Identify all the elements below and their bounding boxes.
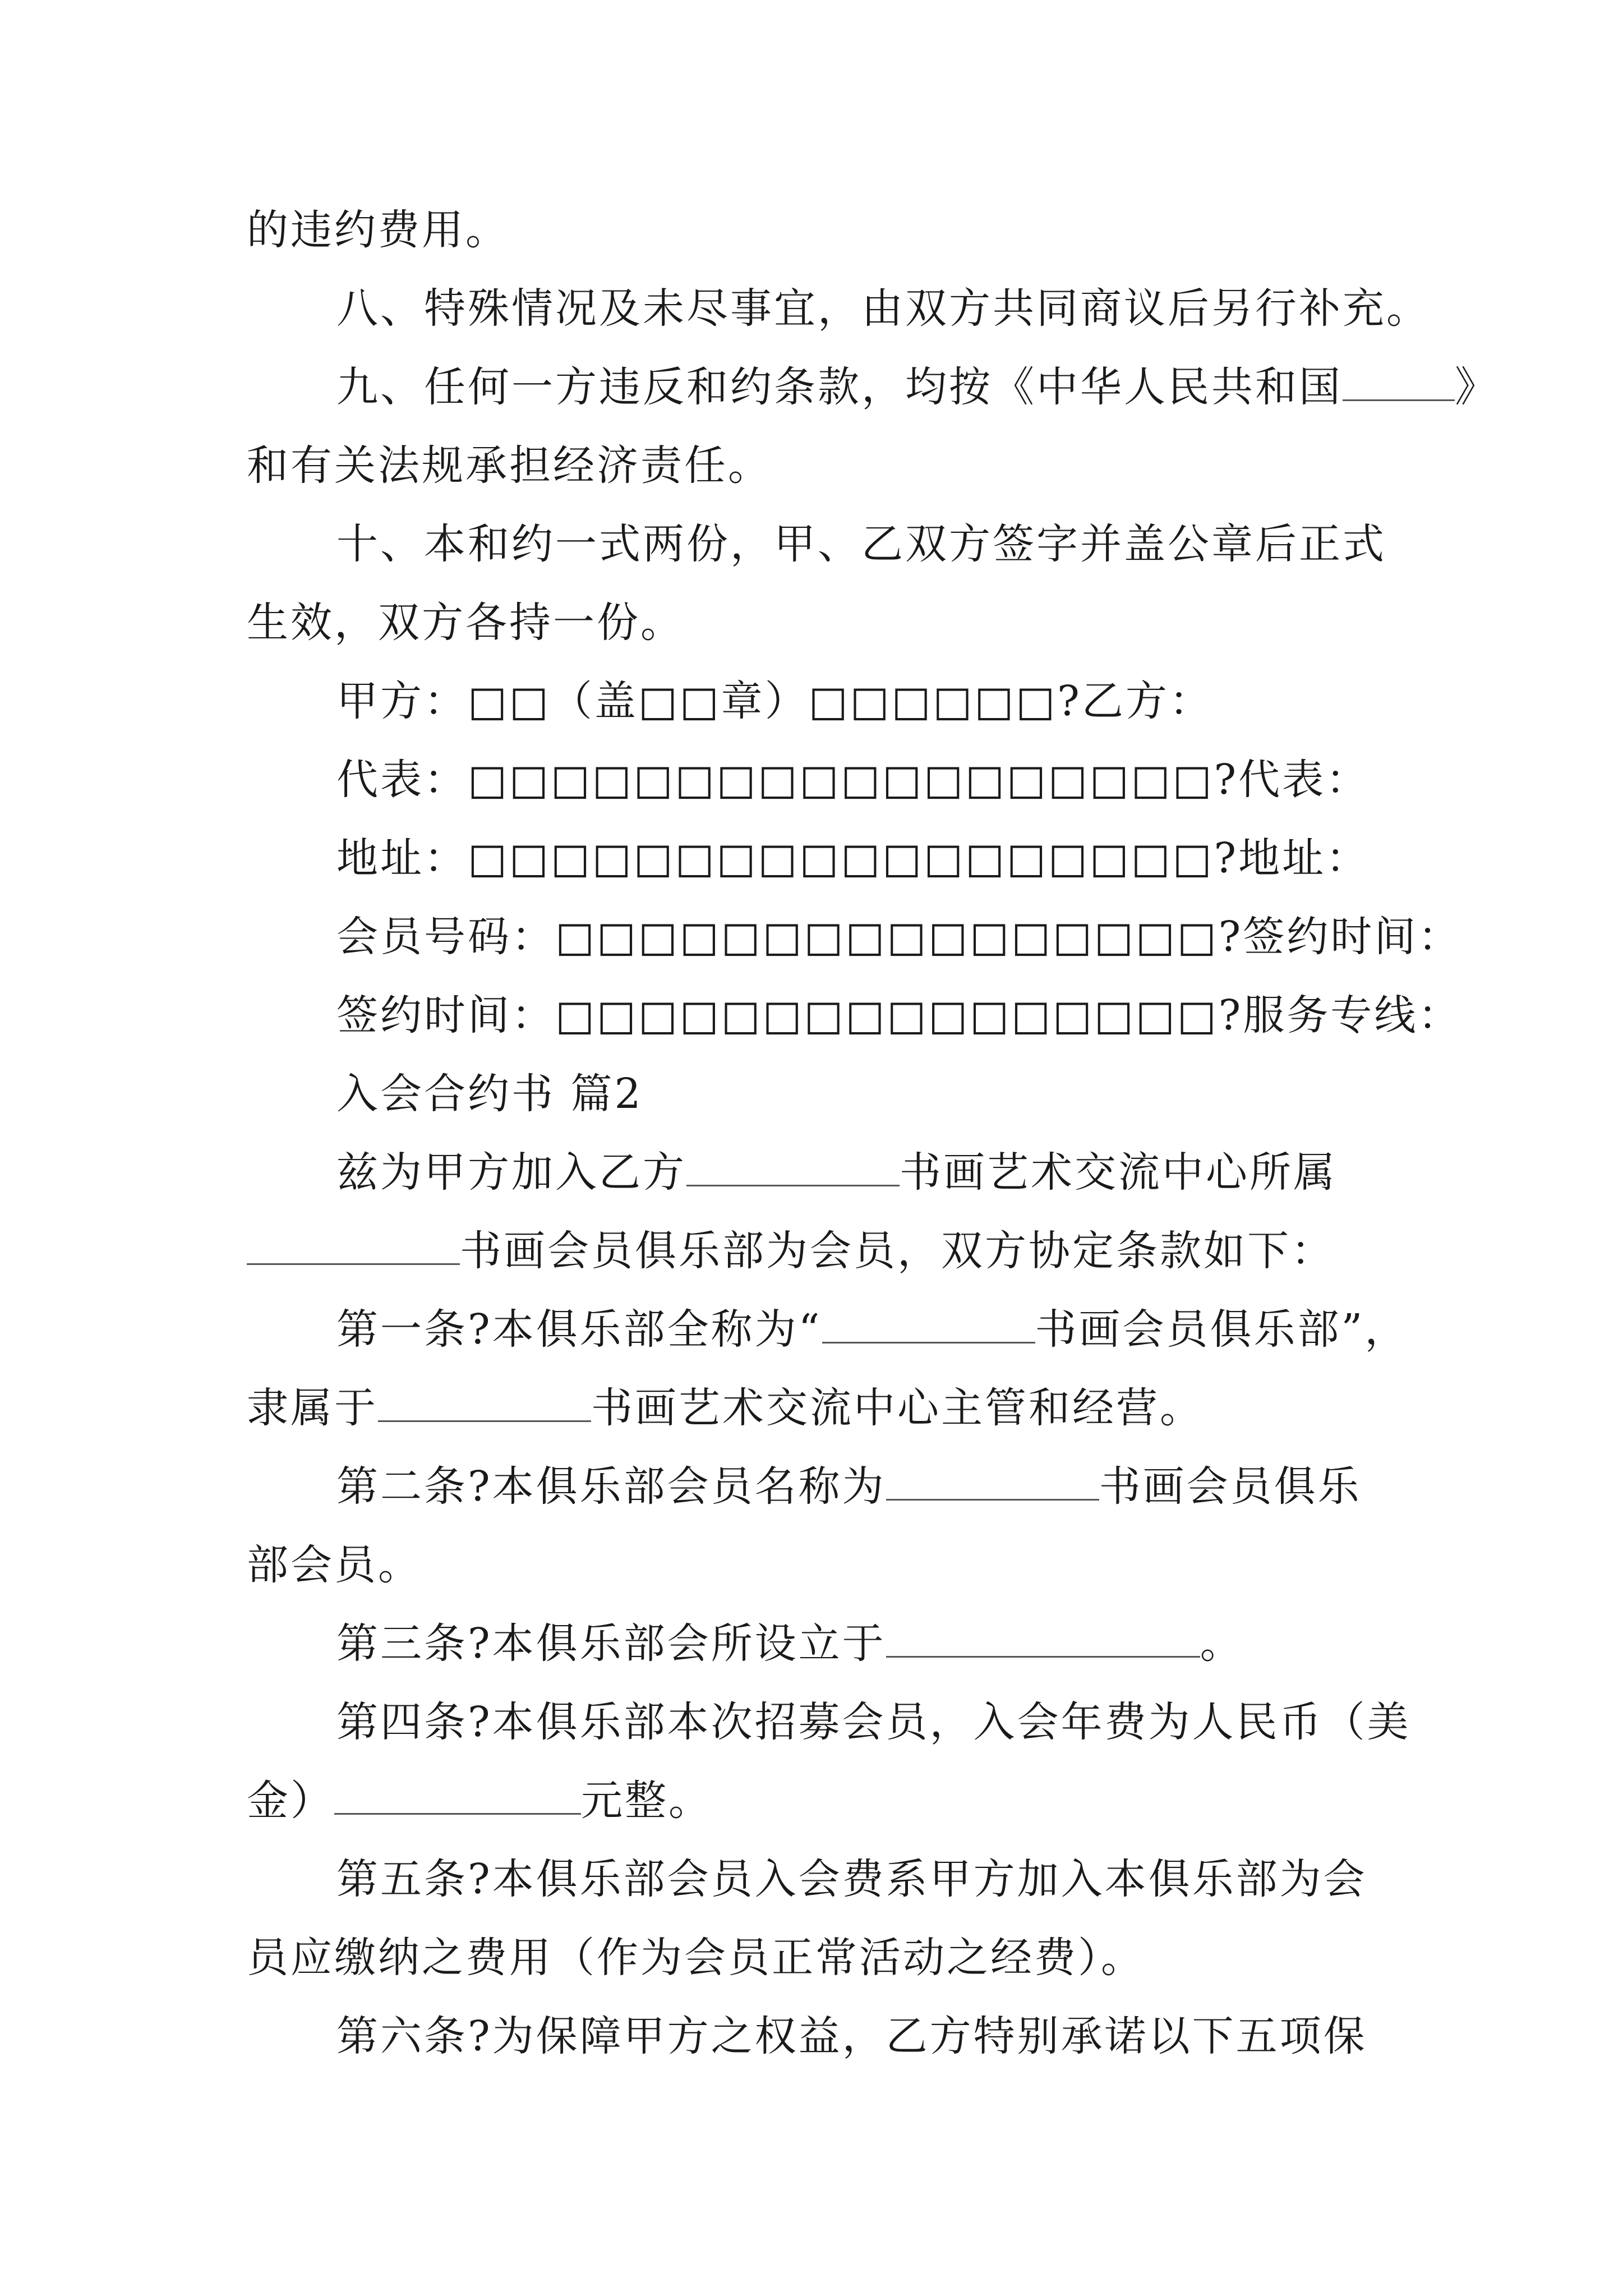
article-5-continued xyxy=(247,1930,1145,1986)
clause-10 xyxy=(336,516,1386,572)
line-text: 第四条?本俱乐部本次招募会员，入会年费为人民币（美 xyxy=(336,1698,1411,1746)
line-text: 八、特殊情况及未尽事宜，由双方共同商议后另行补充。 xyxy=(336,284,1430,333)
line-text: 代表：□□□□□□□□□□□□□□□□□□?代表： xyxy=(336,756,1370,804)
line-text: 甲方：□□（盖□□章）□□□□□□?乙方： xyxy=(336,677,1213,725)
line-text: 兹为甲方加入乙方 xyxy=(336,1148,686,1197)
article-6 xyxy=(336,2008,1367,2064)
line-text: 金） xyxy=(247,1777,334,1825)
signature-address-line xyxy=(336,830,1370,886)
signature-party-line xyxy=(336,673,1213,729)
line-text: 部会员。 xyxy=(247,1541,422,1589)
signature-representative-line xyxy=(336,752,1370,808)
line-text: 第一条?本俱乐部全称为“ xyxy=(336,1305,822,1354)
line-text: 的违约费用。 xyxy=(247,206,509,254)
line-text: 第五条?本俱乐部会员入会费系甲方加入本俱乐部为会 xyxy=(336,1855,1367,1903)
signature-member-number-line xyxy=(336,909,1461,965)
line-text: 第二条?本俱乐部会员名称为 xyxy=(336,1462,886,1511)
article-1-continued xyxy=(247,1380,1204,1436)
line-text: 隶属于 xyxy=(247,1384,378,1432)
text-line xyxy=(247,595,684,651)
line-text: 书画艺术交流中心主管和经营。 xyxy=(591,1384,1204,1432)
line-text: 书画会员俱乐 xyxy=(1099,1462,1362,1511)
article-4-continued xyxy=(247,1773,712,1829)
text-line xyxy=(247,202,509,258)
article-1 xyxy=(336,1301,1408,1358)
line-text: 九、任何一方违反和约条款，均按《中华人民共和国 xyxy=(336,363,1343,411)
blank-field xyxy=(822,1301,1035,1343)
article-2 xyxy=(336,1458,1362,1515)
blank-field xyxy=(686,1144,900,1186)
blank-field xyxy=(334,1773,581,1815)
line-text: 元整。 xyxy=(581,1777,712,1825)
line-text: 会员号码：□□□□□□□□□□□□□□□□?签约时间： xyxy=(336,913,1462,961)
line-text: 。 xyxy=(1200,1619,1244,1668)
line-text: 签约时间：□□□□□□□□□□□□□□□□?服务专线： xyxy=(336,991,1462,1039)
line-text: 入会合约书 篇2 xyxy=(336,1070,643,1118)
line-text: 和有关法规承担经济责任。 xyxy=(247,441,772,490)
blank-field xyxy=(378,1380,591,1422)
clause-8 xyxy=(336,280,1430,337)
article-4 xyxy=(336,1694,1411,1750)
line-text: 生效，双方各持一份。 xyxy=(247,599,684,647)
clause-9 xyxy=(336,359,1498,415)
article-5 xyxy=(336,1851,1367,1907)
blank-field xyxy=(886,1458,1099,1501)
blank-field xyxy=(247,1223,460,1265)
line-text: 书画会员俱乐部为会员，双方协定条款如下： xyxy=(460,1227,1335,1275)
blank-field xyxy=(886,1616,1200,1658)
line-text: 书画艺术交流中心所属 xyxy=(900,1148,1337,1197)
line-text: 》 xyxy=(1455,363,1498,411)
line-text: 书画会员俱乐部”， xyxy=(1035,1305,1409,1354)
line-text: 员应缴纳之费用（作为会员正常活动之经费）。 xyxy=(247,1934,1145,1982)
line-text: 十、本和约一式两份，甲、乙双方签字并盖公章后正式 xyxy=(336,520,1386,568)
text-line xyxy=(247,438,772,494)
intro-line xyxy=(336,1144,1337,1200)
blank-field xyxy=(1343,359,1455,401)
article-2-continued xyxy=(247,1537,422,1593)
line-text: 第三条?本俱乐部会所设立于 xyxy=(336,1619,886,1668)
line-text: 第六条?为保障甲方之权益，乙方特别承诺以下五项保 xyxy=(336,2012,1367,2060)
section-heading xyxy=(336,1066,643,1122)
intro-line xyxy=(247,1223,1335,1279)
signature-date-line xyxy=(336,987,1461,1043)
line-text: 地址：□□□□□□□□□□□□□□□□□□?地址： xyxy=(336,834,1370,882)
article-3 xyxy=(336,1616,1244,1672)
